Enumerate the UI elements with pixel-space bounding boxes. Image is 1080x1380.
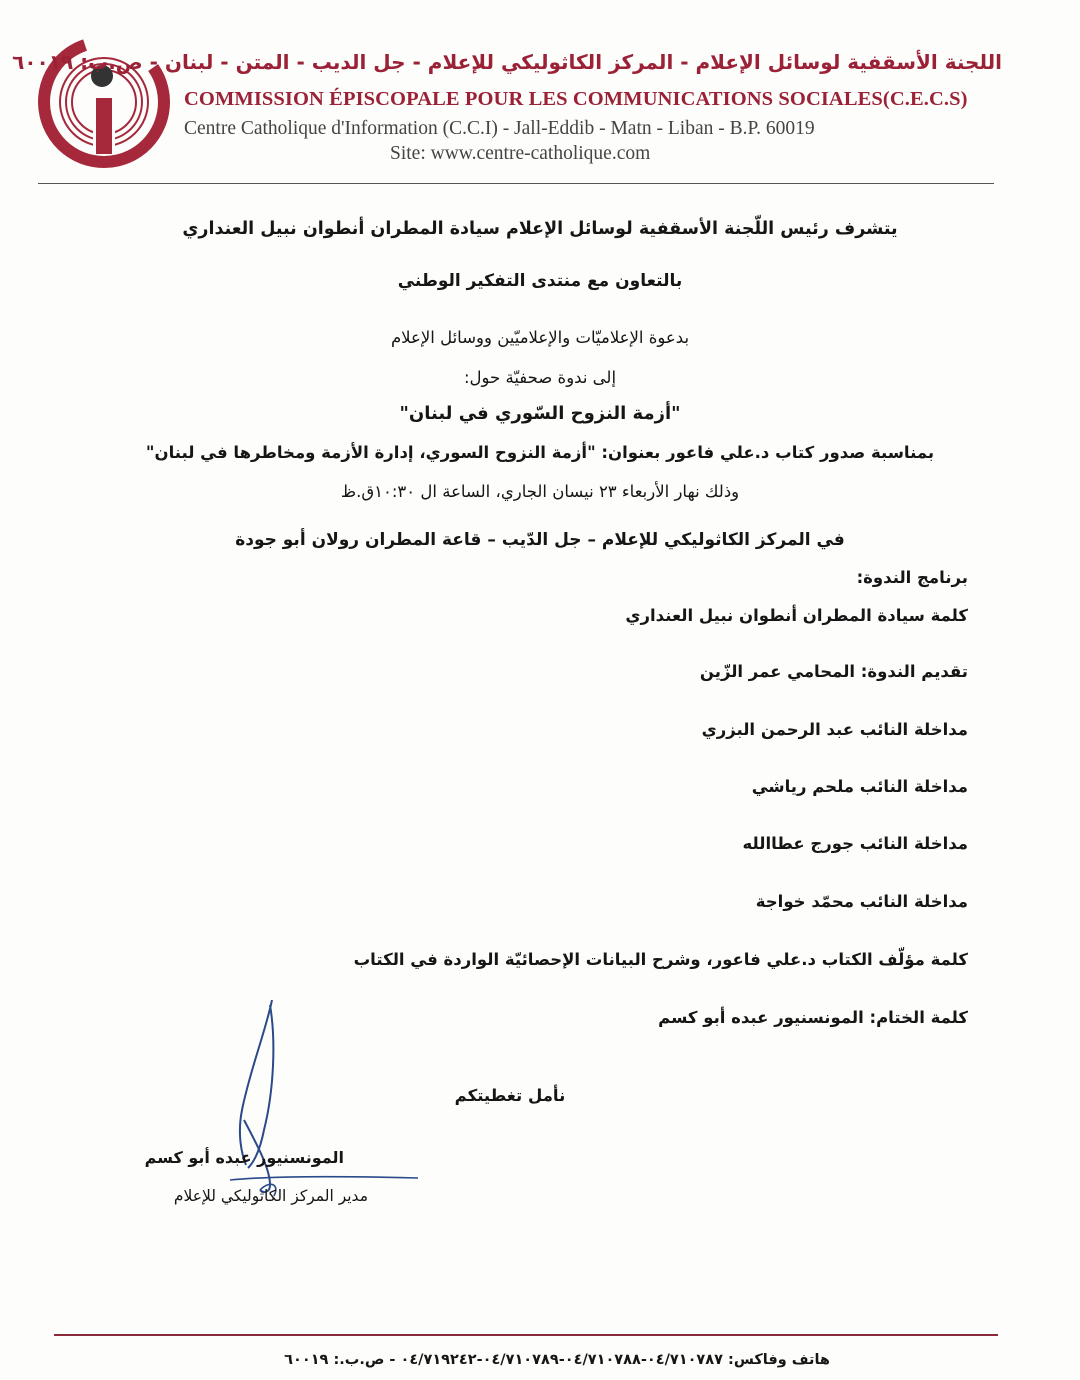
program-item: مداخلة النائب ملحم رياشي: [751, 777, 968, 796]
handwritten-signature: [230, 1000, 420, 1200]
program-item: تقديم الندوة: المحامي عمر الزّين: [699, 662, 968, 681]
closing-line: نأمل تغطيتكم: [454, 1086, 566, 1105]
program-item: كلمة سيادة المطران أنطوان نبيل العنداري: [625, 606, 968, 625]
invitation-host-line: يتشرف رئيس اللّجنة الأسقفية لوسائل الإعلام سيادة المطران أنطوان نبيل العنداري: [182, 219, 898, 239]
conference-title: "أزمة النزوح السّوري في لبنان": [399, 403, 681, 424]
cooperation-line: بالتعاون مع منتدى التفكير الوطني: [397, 271, 683, 291]
header-divider: [38, 183, 994, 184]
invitees-line: بدعوة الإعلاميّات والإعلاميّين ووسائل الإعلام: [390, 328, 690, 347]
signatory-title: مدير المركز الكاثوليكي للإعلام: [173, 1187, 368, 1205]
venue-line: في المركز الكاثوليكي للإعلام – جل الدّيب – قاعة المطران رولان أبو جودة: [235, 530, 845, 550]
header-french-title: COMMISSION ÉPISCOPALE POUR LES COMMUNICATIONS SOCIALES(C.E.C.S): [184, 88, 968, 110]
footer-divider: [54, 1334, 998, 1336]
program-item: مداخلة النائب جورج عطاالله: [742, 834, 968, 853]
program-heading: برنامج الندوة:: [856, 568, 968, 587]
signatory-name: المونسنيور عبده أبو كسم: [144, 1148, 344, 1167]
header-centre-line: Centre Catholique d'Information (C.C.I) - Jall-Eddib - Matn - Liban - B.P. 60019: [184, 118, 815, 139]
book-occasion-line: بمناسبة صدور كتاب د.علي فاعور بعنوان: "أزمة النزوح السوري، إدارة الأزمة ومخاطرها في لبنان": [145, 443, 935, 462]
date-time-line: وذلك نهار الأربعاء ٢٣ نيسان الجاري، الساعة ال ١٠:٣٠ق.ظ: [340, 482, 740, 501]
footer-contact: هاتف وفاكس: ٠٤/٧١٠٧٨٧-٠٤/٧١٠٧٨٨-٠٤/٧١٠٧٨٩-٠٤/٧١٩٢٤٢ - ص.ب.: ٦٠٠١٩: [284, 1352, 830, 1368]
header-arabic-line: اللجنة الأسقفية لوسائل الإعلام - المركز الكاثوليكي للإعلام - جل الديب - المتن - لبنان - ص.ب: ٦٠٠١٩: [12, 50, 1002, 74]
program-item: كلمة الختام: المونسنيور عبده أبو كسم: [658, 1008, 968, 1027]
conference-intro-line: إلى ندوة صحفيّة حول:: [463, 368, 617, 387]
header-site-line: Site: www.centre-catholique.com: [390, 143, 651, 164]
program-item: مداخلة النائب عبد الرحمن البزري: [701, 720, 968, 739]
program-item: كلمة مؤلّف الكتاب د.علي فاعور، وشرح البيانات الإحصائيّة الواردة في الكتاب: [353, 950, 968, 969]
program-item: مداخلة النائب محمّد خواجة: [755, 892, 968, 911]
